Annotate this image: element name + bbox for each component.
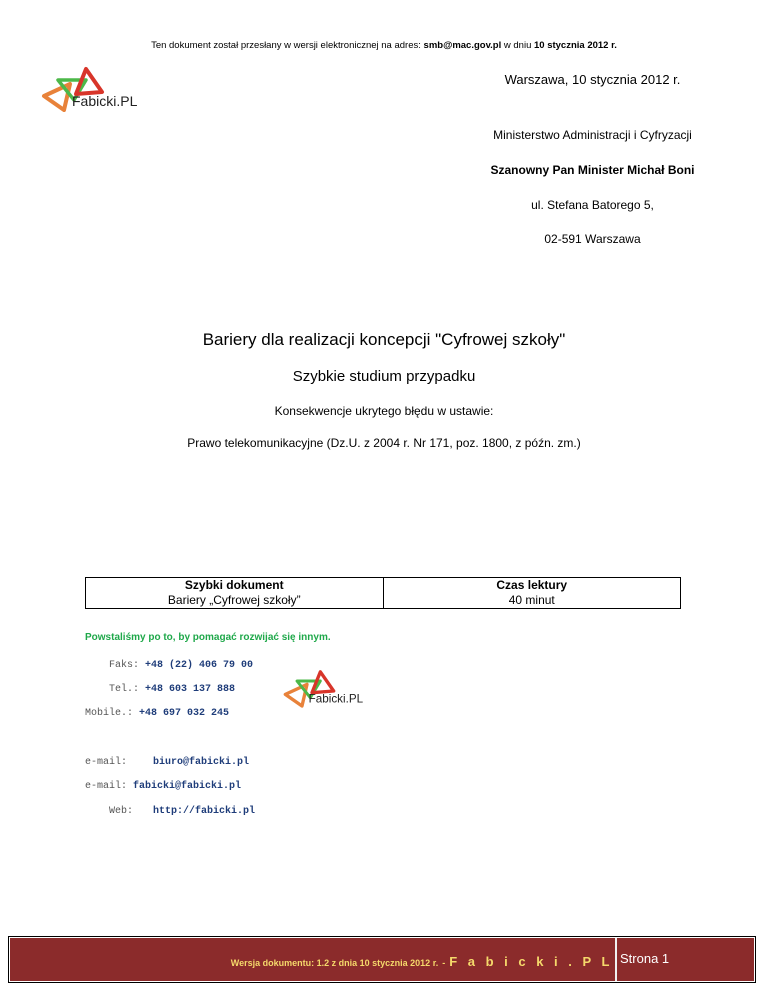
document-info-table [85, 577, 681, 609]
header-logo [40, 66, 160, 118]
minister-salutation: Szanowny Pan Minister Michał Boni [490, 163, 695, 177]
contact-web [109, 806, 255, 817]
footer-version-line [10, 954, 613, 969]
street-address: ul. Stefana Batorego 5, [531, 198, 654, 212]
contact-fax [109, 660, 253, 671]
notice-middle: w dniu [501, 40, 534, 51]
office-email-link[interactable]: biuro@fabicki.pl [153, 757, 250, 768]
contact-label: Mobile.: [85, 708, 134, 719]
logo-text: Fabicki.PL [308, 692, 364, 706]
mobile-number[interactable]: +48 697 032 245 [139, 708, 230, 719]
fabicki-logo-icon [40, 66, 160, 118]
company-slogan: Powstaliśmy po to, by pomagać rozwijać się innym. [85, 632, 331, 643]
notice-date: 10 stycznia 2012 r. [534, 40, 617, 51]
logo-text: Fabicki.PL [72, 93, 138, 109]
contact-label: e-mail: [85, 757, 128, 768]
contact-label: Web: [109, 806, 134, 817]
reading-time-header: Czas lektury [496, 578, 568, 592]
contact-email-personal [85, 781, 241, 792]
contact-label: Faks: [109, 660, 140, 671]
email-notice [0, 40, 768, 51]
table-header-cell [383, 578, 681, 594]
footer-brand: F a b i c k i . P L [449, 954, 613, 969]
page-number: Strona 1 [620, 951, 670, 966]
contact-logo [282, 666, 382, 716]
consequences-line: Konsekwencje ukrytego błędu w ustawie: [274, 404, 494, 418]
document-version: Wersja dokumentu: 1.2 z dnia 10 stycznia 2012 r. [230, 958, 439, 968]
fax-number: +48 (22) 406 79 00 [145, 660, 254, 671]
personal-email-link[interactable]: fabicki@fabicki.pl [133, 781, 242, 792]
document-subtitle: Szybkie studium przypadku [292, 368, 476, 385]
place-date: Warszawa, 10 stycznia 2012 r. [504, 72, 681, 87]
phone-number[interactable]: +48 603 137 888 [145, 684, 236, 695]
ministry-name: Ministerstwo Administracji i Cyfryzacji [493, 128, 692, 142]
contact-email-office [85, 757, 249, 768]
reading-time-cell: 40 minut [383, 593, 681, 609]
website-link[interactable]: http://fabicki.pl [153, 806, 256, 817]
contact-label: e-mail: [85, 781, 128, 792]
document-title: Bariery dla realizacji koncepcji "Cyfrowej szkoły" [202, 330, 566, 349]
law-reference: Prawo telekomunikacyjne (Dz.U. z 2004 r. Nr 171, poz. 1800, z późn. zm.) [187, 436, 581, 450]
contact-mobile [85, 708, 229, 719]
postal-address: 02-591 Warszawa [544, 232, 641, 246]
fabicki-logo-icon [282, 666, 382, 716]
document-name-cell: Bariery „Cyfrowej szkoły” [86, 593, 384, 609]
quick-document-header: Szybki dokument [184, 578, 284, 592]
notice-prefix: Ten dokument został przesłany w wersji elektronicznej na adres: [151, 40, 424, 51]
footer-divider [615, 938, 617, 981]
footer-dash: - [442, 958, 446, 968]
contact-phone [109, 684, 235, 695]
table-header-cell [86, 578, 384, 594]
contact-label: Tel.: [109, 684, 140, 695]
notice-email[interactable]: smb@mac.gov.pl [423, 40, 502, 51]
